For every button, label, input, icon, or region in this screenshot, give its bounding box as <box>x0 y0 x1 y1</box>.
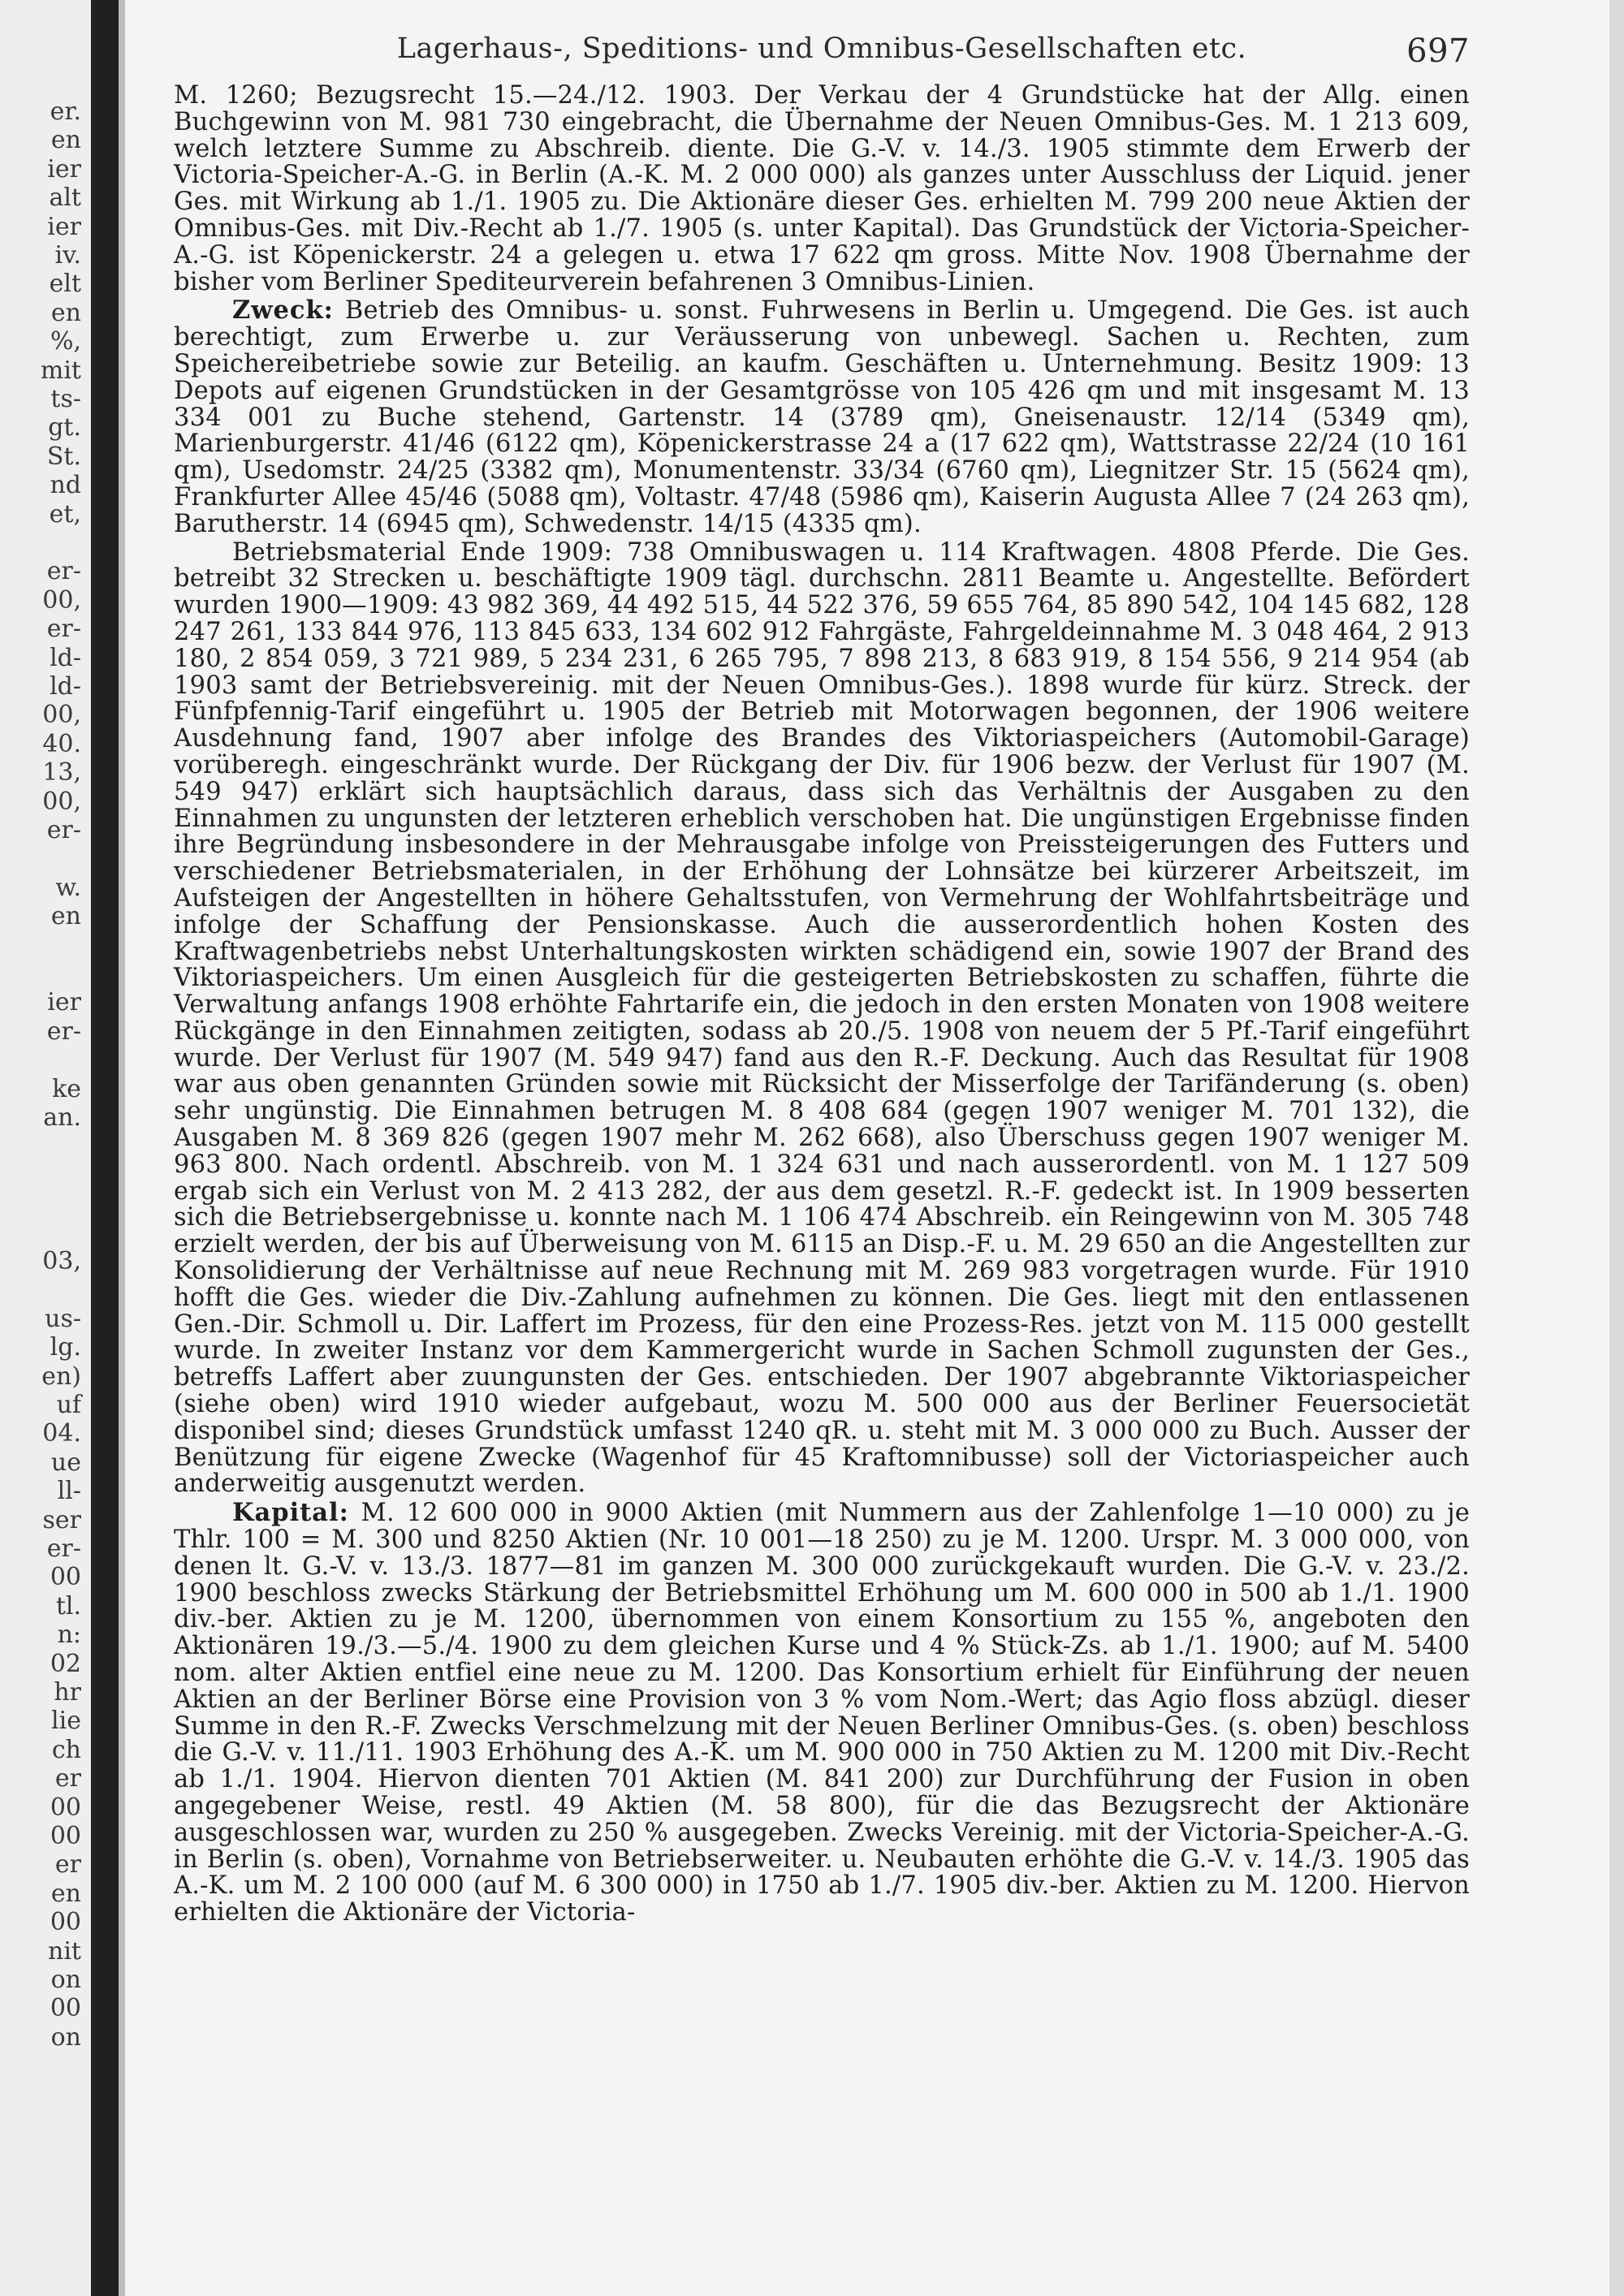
left-margin-fragment: 00 <box>50 1563 81 1592</box>
left-margin-fragment: St. <box>46 442 81 471</box>
left-margin-fragment: 03, <box>42 1247 81 1275</box>
left-margin-fragment: lie <box>51 1707 81 1736</box>
left-margin-fragment: er <box>54 1764 81 1793</box>
page <box>174 32 1470 2281</box>
left-margin-fragment: 04. <box>42 1419 81 1448</box>
left-margin-fragment: et, <box>49 499 81 529</box>
left-margin-fragment: on <box>50 2022 81 2052</box>
left-margin-fragment: iv. <box>54 241 81 270</box>
book-spine <box>91 0 119 2296</box>
left-margin-fragment: 00, <box>42 585 81 615</box>
body-text <box>174 83 1470 1927</box>
left-margin-fragment: tl. <box>55 1591 81 1621</box>
left-margin-fragment: er- <box>46 615 81 644</box>
left-margin-fragment: er- <box>46 1016 81 1046</box>
left-margin-fragment: us- <box>45 1304 81 1333</box>
left-margin-fragment: 02 <box>50 1649 81 1678</box>
right-page-edge <box>1609 0 1624 2296</box>
left-margin-fragment: ser <box>42 1505 81 1534</box>
paragraph-text: M. 12 600 000 in 9000 Aktien (mit Nummern aus der Zahlenfolge 1—10 000) zu je Thlr. 100 = M. 300 und 8250 Aktien (Nr. 10 001—18 250) zu je M. 1200. Urspr. M. 3 000 000, von denen lt. G.-V. v. 13./3. 1877—81 im ganzen M. 300 000 zurückgekauft wurden. Die G.-V. v. 23./2. 1900 beschloss zwecks Stärkung der Betriebsmittel Erhöhung um M. 600 000 in 500 ab 1./1. 1900 div.-ber. Aktien zu je M. 1200, übernommen von einem Konsortium zu 155 %, angeboten den Aktionären 19./3.—5./4. 1900 zu dem gleichen Kurse und 4 % Stück-Zs. ab 1./1. 1900; auf M. 5400 nom. alter Aktien entfiel eine neue zu M. 1200. Das Konsortium erhielt für Einführung der neuen Aktien an der Berliner Börse eine Provision von 3 % vom Nom.-Wert; das Agio floss abzügl. dieser Summe in den R.-F. Zwecks Verschmelzung mit der Neuen Berliner Omnibus-Ges. (s. oben) beschloss die G.-V. v. 11./11. 1903 Erhöhung des A.-K. um M. 900 000 in 750 Aktien zu M. 1200 mit Div.-Recht ab 1./1. 1904. Hiervon dienten 701 Aktien (M. 841 200) zur Durchführung der Fusion in oben angegebener Weise, restl. 49 Aktien (M. 58 800), für die das Bezugsrecht der Aktionäre ausgeschlossen war, wurden zu 250 % ausgegeben. Zwecks Vereinig. mit der Victoria-Speicher-A.-G. in Berlin (s. oben), Vornahme von Betriebserweiter. u. Neubauten erhöhte die G.-V. v. 14./3. 1905 das A.-K. um M. 2 100 000 (auf M. 6 300 000) in 1750 ab 1./7. 1905 div.-ber. Aktien zu M. 1200. Hiervon erhielten die Aktionäre der Victoria- <box>174 1499 1470 1927</box>
left-margin-fragment: 00 <box>50 1793 81 1822</box>
left-margin-fragment: 00 <box>50 1908 81 1937</box>
left-margin-fragment: en <box>50 298 81 327</box>
left-margin-fragment: ke <box>52 1074 81 1103</box>
left-margin-fragment: 00, <box>42 701 81 730</box>
left-margin-fragment: er <box>54 1850 81 1880</box>
running-head <box>174 32 1470 83</box>
left-margin-fragment: on <box>50 1966 81 1994</box>
left-page-bleed <box>0 0 91 2296</box>
left-margin-fragment: alt <box>49 183 81 213</box>
left-margin-fragment: elt <box>49 270 81 299</box>
paragraph-kapital <box>174 1500 1470 1927</box>
left-margin-fragment: ts- <box>50 385 81 413</box>
paragraph-text: Betrieb des Omnibus- u. sonst. Fuhrwesens in Berlin u. Umgegend. Die Ges. ist auch berechtigt, zum Erwerbe u. zur Veräusserung von unbewegl. Sachen u. Rechten, zum Speichereibetriebe sowie zur Beteilig. an kaufm. Geschäften u. Unternehmung. Besitz 1909: 13 Depots auf eigenen Grundstücken in der Gesamtgrösse von 105 426 qm und mit insgesamt M. 13 334 001 zu Buche stehend, Gartenstr. 14 (3789 qm), Gneisenaustr. 12/14 (5349 qm), Marienburgerstr. 41/46 (6122 qm), Köpenickerstrasse 24 a (17 622 qm), Wattstrasse 22/24 (10 161 qm), Usedomstr. 24/25 (3382 qm), Monumentenstr. 33/34 (6760 qm), Liegnitzer Str. 15 (5624 qm), Frankfurter Allee 45/46 (5088 qm), Voltastr. 47/48 (5986 qm), Kaiserin Augusta Allee 7 (24 263 qm), Barutherstr. 14 (6945 qm), Schwedenstr. 14/15 (4335 qm). <box>174 296 1470 538</box>
left-margin-fragment: lg. <box>50 1333 81 1362</box>
paragraph-betriebsmaterial <box>174 537 1470 1499</box>
running-title: Lagerhaus-, Speditions- und Omnibus-Gesellschaften etc. <box>396 32 1247 65</box>
left-margin-fragment: ier <box>47 154 81 183</box>
paragraph-text: M. 1260; Bezugsrecht 15.—24./12. 1903. Der Verkau der 4 Grundstücke hat der Allg. einen Buchgewinn von M. 981 730 eingebracht, die Übernahme der Neuen Omnibus-Ges. M. 1 213 609, welch letztere Summe zu Abschreib. diente. Die G.-V. v. 14./3. 1905 stimmte dem Erwerb der Victoria-Speicher-A.-G. in Berlin (A.-K. M. 2 000 000) als ganzes unter Ausschluss der Liquid. jener Ges. mit Wirkung ab 1./1. 1905 zu. Die Aktionäre dieser Ges. erhielten M. 799 200 neue Aktien der Omnibus-Ges. mit Div.-Recht ab 1./7. 1905 (s. unter Kapital). Das Grundstück der Victoria-Speicher-A.-G. ist Köpenickerstr. 24 a gelegen u. etwa 17 622 qm gross. Mitte Nov. 1908 Übernahme der bisher vom Berliner Spediteurverein befahrenen 3 Omnibus-Linien. <box>174 81 1470 296</box>
left-margin-fragment: en <box>50 126 81 155</box>
left-margin-fragment: ll- <box>57 1477 81 1506</box>
left-margin-fragment: nd <box>50 471 81 500</box>
left-margin-fragment: n: <box>57 1621 81 1650</box>
left-margin-fragment: 00 <box>50 1994 81 2023</box>
left-margin-fragment: ch <box>51 1735 81 1764</box>
left-margin-fragment: uf <box>56 1391 81 1419</box>
paragraph-text: Betriebsmaterial Ende 1909: 738 Omnibuswagen u. 114 Kraftwagen. 4808 Pferde. Die Ges. betreibt 32 Strecken u. beschäftigte 1909 tägl. durchschn. 2811 Beamte u. Angestellte. Befördert wurden 1900—1909: 43 982 369, 44 492 515, 44 522 376, 59 655 764, 85 890 542, 104 145 682, 128 247 261, 133 844 976, 113 845 633, 134 602 912 Fahrgäste, Fahrgeldeinnahme M. 3 048 464, 2 913 180, 2 854 059, 3 721 989, 5 234 231, 6 265 795, 7 898 213, 8 683 919, 8 154 556, 9 214 954 (ab 1903 samt der Betriebsvereinig. mit der Neuen Omnibus-Ges.). 1898 wurde für kürz. Streck. der Fünfpfennig-Tarif eingeführt u. 1905 der Betrieb mit Motorwagen begonnen, der 1906 weitere Ausdehnung fand, 1907 aber infolge des Brandes des Viktoriaspeichers (Automobil-Garage) vorüberegh. eingeschränkt wurde. Der Rückgang der Div. für 1906 bezw. der Verlust für 1907 (M. 549 947) erklärt sich hauptsächlich daraus, dass sich das Verhältnis der Ausgaben zu den Einnahmen zu ungunsten der letzteren erheblich verschoben hat. Die ungünstigen Ergebnisse finden ihre Begründung insbesondere in der Mehrausgabe infolge von Preissteigerungen des Futters und verschiedener Betriebsmaterialen, in der Erhöhung der Lohnsätze bei kürzerer Arbeitszeit, im Aufsteigen der Angestellten in höhere Gehaltsstufen, von Vermehrung der Wohlfahrtsbeiträge und infolge der Schaffung der Pensionskasse. Auch die ausserordentlich hohen Kosten des Kraftwagenbetriebs nebst Unterhaltungskosten wirkten schädigend ein, sowie 1907 der Brand des Viktoriaspeichers. Um einen Ausgleich für die gesteigerten Betriebskosten zu schaffen, führte die Verwaltung anfangs 1908 erhöhte Fahrtarife ein, die jedoch in den ersten Monaten von 1908 weitere Rückgänge in den Einnahmen zeitigten, sodass ab 20./5. 1908 von neuem der 5 Pf.-Tarif eingeführt wurde. Der Verlust für 1907 (M. 549 947) fand aus den R.-F. Deckung. Auch das Resultat für 1908 war aus oben genannten Gründen sowie mit Rücksicht der Misserfolge der Tarifänderung (s. oben) sehr ungünstig. Die Einnahmen betrugen M. 8 408 684 (gegen 1907 weniger M. 701 132), die Ausgaben M. 8 369 826 (gegen 1907 mehr M. 262 668), also Überschuss gegen 1907 weniger M. 963 800. Nach ordentl. Abschreib. von M. 1 324 631 und nach ausserordentl. von M. 1 127 509 ergab sich ein Verlust von M. 2 413 282, der aus dem gesetzl. R.-F. gedeckt ist. In 1909 besserten sich die Betriebsergebnisse u. konnte nach M. 1 106 474 Abschreib. ein Reingewinn von M. 305 748 erzielt werden, der bis auf Überweisung von M. 6115 an Disp.-F. u. M. 29 650 an die Angestellten zur Konsolidierung der Verhältnisse auf neue Rechnung mit M. 269 983 vorgetragen wurde. Für 1910 hofft die Ges. wieder die Div.-Zahlung aufnehmen zu können. Die Ges. liegt mit den entlassenen Gen.-Dir. Schmoll u. Dir. Laffert im Prozess, für den eine Prozess-Res. jetzt von M. 115 000 gestellt wurde. In zweiter Instanz vor dem Kammergericht wurde in Sachen Schmoll zugunsten der Ges., betreffs Laffert aber zuungunsten der Ges. entschieden. Der 1907 abgebrannte Viktoriaspeicher (siehe oben) wird 1910 wieder aufgebaut, wozu M. 500 000 aus der Berliner Feuersocietät disponibel sind; dieses Grundstück umfasst 1240 qR. u. steht mit M. 3 000 000 zu Buch. Ausser der Benützung für eigene Zwecke (Wagenhof für 45 Kraftomnibusse) soll der Victoriaspeicher auch anderweitig ausgenutzt werden. <box>174 537 1470 1499</box>
left-margin-fragment: 40. <box>42 729 81 758</box>
left-margin-fragment: en <box>50 902 81 931</box>
left-margin-fragment: w. <box>55 873 81 902</box>
left-margin-fragment: er- <box>46 557 81 586</box>
left-margin-fragment: er- <box>46 816 81 844</box>
paragraph-zweck <box>174 297 1470 537</box>
spine-edge <box>119 0 125 2296</box>
left-margin-fragment: an. <box>43 1103 81 1132</box>
left-margin-fragment: 00, <box>42 787 81 816</box>
left-margin-fragment: gt. <box>48 413 81 442</box>
left-margin-fragment: ier <box>47 988 81 1017</box>
left-margin-fragment: en <box>50 1879 81 1908</box>
section-heading-kapital: Kapital: <box>232 1498 349 1528</box>
left-margin-fragment: hr <box>54 1678 81 1707</box>
left-margin-fragment: ld- <box>50 672 81 701</box>
left-margin-fragment: er. <box>50 97 81 126</box>
left-margin-fragment: ld- <box>50 643 81 672</box>
left-margin-fragment: mit <box>40 356 81 385</box>
left-margin-fragment: 00 <box>50 1822 81 1850</box>
left-margin-fragment: en) <box>41 1362 81 1391</box>
left-margin-fragment: er- <box>46 1534 81 1563</box>
left-margin-fragment: ier <box>47 212 81 241</box>
left-margin-fragment: ue <box>50 1448 81 1477</box>
left-margin-fragment: nit <box>48 1936 81 1966</box>
section-heading-zweck: Zweck: <box>232 296 334 326</box>
paragraph-history <box>174 83 1470 296</box>
left-margin-fragment: 13, <box>42 758 81 788</box>
left-margin-fragment: %, <box>50 327 81 356</box>
page-number: 697 <box>1406 32 1470 70</box>
